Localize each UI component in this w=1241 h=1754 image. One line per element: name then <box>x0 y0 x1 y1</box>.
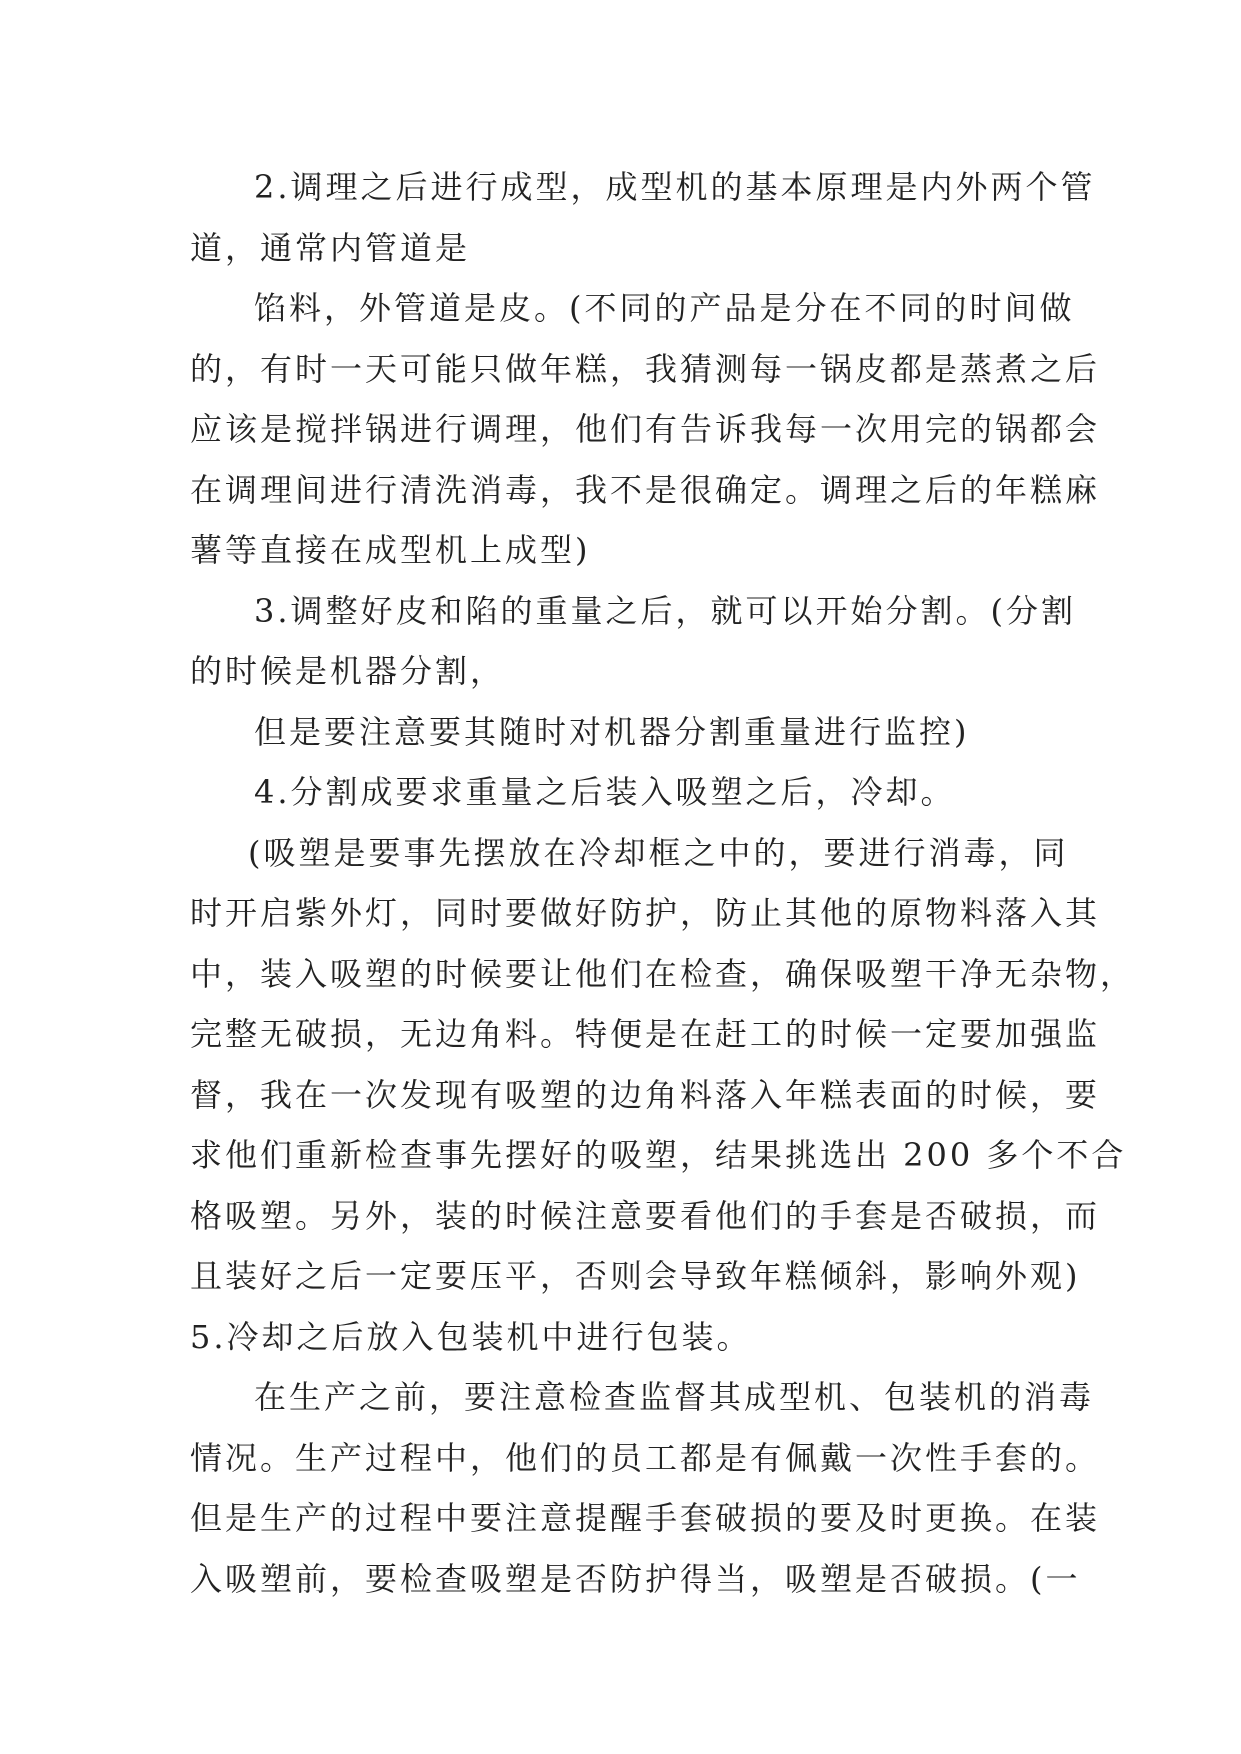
text-line: 馅料，外管道是皮。(不同的产品是分在不同的时间做 <box>254 289 1075 327</box>
document-body <box>190 157 1136 1609</box>
text-line: 2.调理之后进行成型，成型机的基本原理是内外两个管 <box>254 168 1096 206</box>
text-line: 督，我在一次发现有吸塑的边角料落入年糕表面的时候，要 <box>190 1075 1101 1114</box>
text-line: 4.分割成要求重量之后装入吸塑之后，冷却。 <box>254 773 956 811</box>
text-line: 且装好之后一定要压平，否则会导致年糕倾斜，影响外观) <box>190 1257 1081 1295</box>
text-line: 在生产之前，要注意检查监督其成型机、包装机的消毒 <box>254 1378 1095 1416</box>
text-line: 中，装入吸塑的时候要让他们在检查，确保吸塑干净无杂物， <box>190 954 1136 993</box>
text-line: 入吸塑前，要检查吸塑是否防护得当，吸塑是否破损。(一 <box>190 1559 1081 1598</box>
text-line: 格吸塑。另外，装的时候注意要看他们的手套是否破损，而 <box>190 1196 1101 1235</box>
text-line: 但是要注意要其随时对机器分割重量进行监控) <box>254 712 970 751</box>
text-line: (吸塑是要事先摆放在冷却框之中的，要进行消毒，同 <box>248 833 1069 872</box>
text-line: 时开启紫外灯，同时要做好防护，防止其他的原物料落入其 <box>190 894 1101 932</box>
text-line: 完整无破损，无边角料。特便是在赶工的时候一定要加强监 <box>190 1015 1101 1053</box>
text-line: 道，通常内管道是 <box>190 228 471 267</box>
text-line: 的，有时一天可能只做年糕，我猜测每一锅皮都是蒸煮之后 <box>190 349 1101 388</box>
text-line: 薯等直接在成型机上成型) <box>190 531 591 569</box>
text-line: 情况。生产过程中，他们的员工都是有佩戴一次性手套的。 <box>190 1438 1101 1477</box>
text-line: 3.调整好皮和陷的重量之后，就可以开始分割。(分割 <box>254 591 1077 630</box>
text-line: 在调理间进行清洗消毒，我不是很确定。调理之后的年糕麻 <box>190 470 1101 509</box>
text-line: 的时候是机器分割， <box>190 652 506 690</box>
text-line: 5.冷却之后放入包装机中进行包装。 <box>190 1317 752 1356</box>
text-line: 但是生产的过程中要注意提醒手套破损的要及时更换。在装 <box>190 1499 1101 1537</box>
text-line: 应该是搅拌锅进行调理，他们有告诉我每一次用完的锅都会 <box>190 410 1101 448</box>
text-line: 求他们重新检查事先摆好的吸塑，结果挑选出 200 多个不合 <box>190 1136 1127 1174</box>
